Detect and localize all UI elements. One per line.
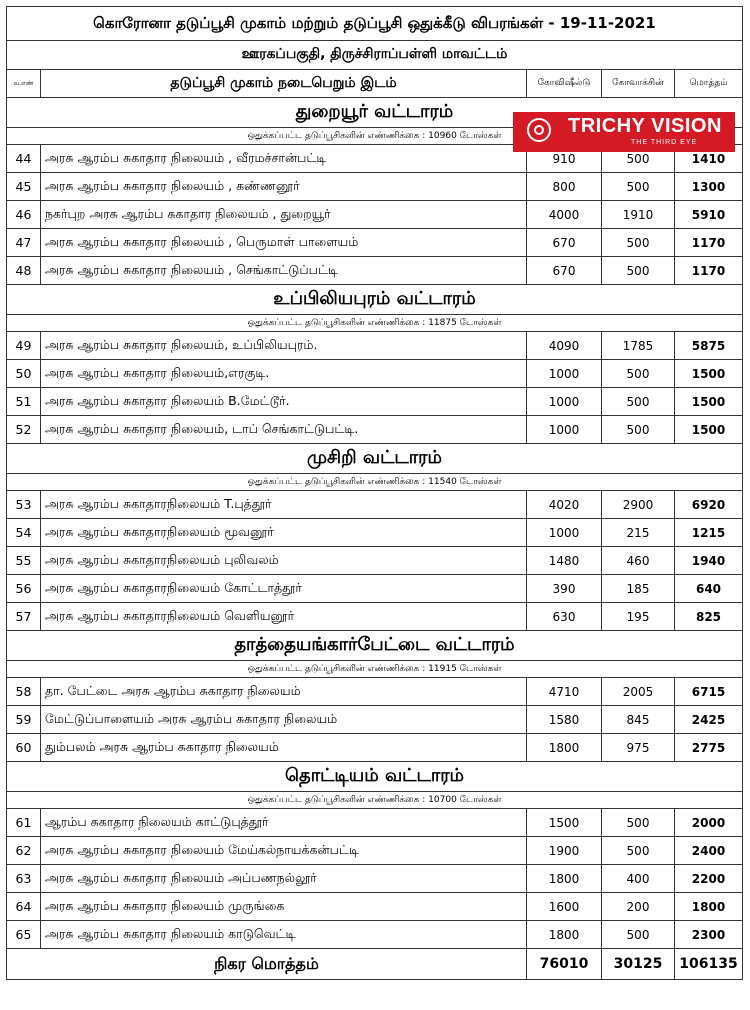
covishield-count: 1000: [527, 360, 602, 388]
covishield-count: 910: [527, 145, 602, 173]
block-heading-row: [7, 444, 743, 474]
table-row: [7, 201, 743, 229]
grand-total-sum: 106135: [675, 949, 743, 980]
camp-location: அரசு ஆரம்ப சுகாதார நிலையம் முருங்கை: [41, 893, 527, 921]
covishield-count: 4710: [527, 678, 602, 706]
total-count: 825: [675, 603, 743, 631]
covishield-count: 1900: [527, 837, 602, 865]
total-count: 1170: [675, 257, 743, 285]
serial-number: 46: [7, 201, 41, 229]
table-row: [7, 332, 743, 360]
covaxin-count: 500: [602, 257, 675, 285]
allocation-note: ஒதுக்கப்பட்ட தடுப்பூசிகளின் எண்ணிக்கை : 10700 டோஸ்கள்: [7, 792, 743, 809]
total-count: 2425: [675, 706, 743, 734]
total-count: 2200: [675, 865, 743, 893]
camp-location: அரசு ஆரம்ப சுகாதார நிலையம் B.மேட்டூர்.: [41, 388, 527, 416]
serial-number: 45: [7, 173, 41, 201]
total-count: 1170: [675, 229, 743, 257]
table-row: [7, 893, 743, 921]
covaxin-count: 500: [602, 173, 675, 201]
covaxin-count: 500: [602, 360, 675, 388]
table-row: [7, 416, 743, 444]
block-heading-row: [7, 762, 743, 792]
table-row: [7, 257, 743, 285]
camp-location: அரசு ஆரம்ப சுகாதாரநிலையம் T.புத்தூர்: [41, 491, 527, 519]
covaxin-count: 500: [602, 837, 675, 865]
table-row: [7, 837, 743, 865]
total-count: 1300: [675, 173, 743, 201]
camp-location: அரசு ஆரம்ப சுகாதார நிலையம்,எரகுடி.: [41, 360, 527, 388]
covaxin-count: 185: [602, 575, 675, 603]
vaccination-table: [6, 6, 743, 980]
serial-number: 58: [7, 678, 41, 706]
table-row: [7, 678, 743, 706]
covaxin-count: 200: [602, 893, 675, 921]
header-place: தடுப்பூசி முகாம் நடைபெறும் இடம்: [41, 70, 527, 98]
serial-number: 50: [7, 360, 41, 388]
total-count: 5875: [675, 332, 743, 360]
title-row: [7, 7, 743, 41]
covaxin-count: 500: [602, 416, 675, 444]
block-heading-row: [7, 285, 743, 315]
allocation-note-row: [7, 661, 743, 678]
serial-number: 61: [7, 809, 41, 837]
table-row: [7, 360, 743, 388]
covaxin-count: 2005: [602, 678, 675, 706]
grand-total-row: [7, 949, 743, 980]
covishield-count: 1800: [527, 921, 602, 949]
covishield-count: 1800: [527, 865, 602, 893]
camp-location: அரசு ஆரம்ப சுகாதார நிலையம் காடுவெட்டி: [41, 921, 527, 949]
serial-number: 47: [7, 229, 41, 257]
allocation-note: ஒதுக்கப்பட்ட தடுப்பூசிகளின் எண்ணிக்கை : 10960 டோஸ்கள்: [7, 128, 743, 145]
covishield-count: 1000: [527, 388, 602, 416]
table-row: [7, 547, 743, 575]
total-count: 1215: [675, 519, 743, 547]
table-row: [7, 809, 743, 837]
total-count: 1940: [675, 547, 743, 575]
covaxin-count: 400: [602, 865, 675, 893]
camp-location: அரசு ஆரம்ப சுகாதார நிலையம் , கண்ணனூர்: [41, 173, 527, 201]
camp-location: அரசு ஆரம்ப சுகாதாரநிலையம் வெளியனூர்: [41, 603, 527, 631]
grand-total-label: நிகர மொத்தம்: [7, 949, 527, 980]
covishield-count: 4020: [527, 491, 602, 519]
total-count: 1800: [675, 893, 743, 921]
serial-number: 51: [7, 388, 41, 416]
table-row: [7, 921, 743, 949]
grand-total-covaxin: 30125: [602, 949, 675, 980]
camp-location: அரசு ஆரம்ப சுகாதார நிலையம் , வீரமச்சான்பட்டி: [41, 145, 527, 173]
covaxin-count: 975: [602, 734, 675, 762]
logo-tagline: THE THIRD EYE: [631, 139, 698, 146]
covishield-count: 1580: [527, 706, 602, 734]
covaxin-count: 500: [602, 388, 675, 416]
header-covishield: கோவிஷீல்டு: [527, 70, 602, 98]
serial-number: 44: [7, 145, 41, 173]
total-count: 640: [675, 575, 743, 603]
camp-location: அரசு ஆரம்ப சுகாதாரநிலையம் மூவனூர்: [41, 519, 527, 547]
total-count: 1410: [675, 145, 743, 173]
covishield-count: 1480: [527, 547, 602, 575]
covaxin-count: 500: [602, 145, 675, 173]
serial-number: 59: [7, 706, 41, 734]
serial-number: 49: [7, 332, 41, 360]
table-row: [7, 603, 743, 631]
serial-number: 64: [7, 893, 41, 921]
camp-location: நகர்புற அரசு ஆரம்ப சுகாதார நிலையம் , துறையூர்: [41, 201, 527, 229]
header-covaxin: கோவாக்சின்: [602, 70, 675, 98]
header-sno: வ.எண்: [7, 70, 41, 98]
block-name: உப்பிலியபுரம் வட்டாரம்: [7, 285, 743, 315]
covishield-count: 1000: [527, 519, 602, 547]
block-name: தாத்தையங்கார்பேட்டை வட்டாரம்: [7, 631, 743, 661]
camp-location: அரசு ஆரம்ப சுகாதார நிலையம் , செங்காட்டுப்பட்டி: [41, 257, 527, 285]
camp-location: அரசு ஆரம்ப சுகாதார நிலையம் , பெருமாள் பாளையம்: [41, 229, 527, 257]
covishield-count: 390: [527, 575, 602, 603]
header-total: மொத்தம்: [675, 70, 743, 98]
allocation-note: ஒதுக்கப்பட்ட தடுப்பூசிகளின் எண்ணிக்கை : 11915 டோஸ்கள்: [7, 661, 743, 678]
covishield-count: 800: [527, 173, 602, 201]
total-count: 2400: [675, 837, 743, 865]
serial-number: 63: [7, 865, 41, 893]
serial-number: 56: [7, 575, 41, 603]
block-heading-row: [7, 631, 743, 661]
total-count: 2300: [675, 921, 743, 949]
serial-number: 62: [7, 837, 41, 865]
covishield-count: 1000: [527, 416, 602, 444]
total-count: 5910: [675, 201, 743, 229]
camp-location: ஆரம்ப சுகாதார நிலையம் காட்டுபுத்தூர்: [41, 809, 527, 837]
total-count: 1500: [675, 360, 743, 388]
page-title: கொரோனா தடுப்பூசி முகாம் மற்றும் தடுப்பூசி ஒதுக்கீடு விபரங்கள் - 19-11-2021: [7, 7, 743, 41]
block-name: துறையூர் வட்டாரம்: [7, 98, 743, 128]
table-row: [7, 173, 743, 201]
allocation-note-row: [7, 474, 743, 491]
covishield-count: 1800: [527, 734, 602, 762]
table-row: [7, 865, 743, 893]
serial-number: 54: [7, 519, 41, 547]
block-name: தொட்டியம் வட்டாரம்: [7, 762, 743, 792]
serial-number: 55: [7, 547, 41, 575]
allocation-note-row: [7, 315, 743, 332]
allocation-note: ஒதுக்கப்பட்ட தடுப்பூசிகளின் எண்ணிக்கை : 11540 டோஸ்கள்: [7, 474, 743, 491]
table-body: [7, 7, 743, 980]
block-name: முசிறி வட்டாரம்: [7, 444, 743, 474]
eye-logo-icon: [527, 118, 551, 142]
subtitle-row: [7, 41, 743, 70]
total-count: 1500: [675, 388, 743, 416]
serial-number: 52: [7, 416, 41, 444]
camp-location: அரசு ஆரம்ப சுகாதாரநிலையம் புலிவலம்: [41, 547, 527, 575]
covishield-count: 670: [527, 229, 602, 257]
covishield-count: 630: [527, 603, 602, 631]
covishield-count: 4090: [527, 332, 602, 360]
covishield-count: 1500: [527, 809, 602, 837]
table-row: [7, 491, 743, 519]
covaxin-count: 1910: [602, 201, 675, 229]
covaxin-count: 460: [602, 547, 675, 575]
camp-location: அரசு ஆரம்ப சுகாதார நிலையம், உப்பிலியபுரம்.: [41, 332, 527, 360]
camp-location: தும்பலம் அரசு ஆரம்ப சுகாதார நிலையம்: [41, 734, 527, 762]
total-count: 6715: [675, 678, 743, 706]
table-row: [7, 388, 743, 416]
serial-number: 60: [7, 734, 41, 762]
covishield-count: 1600: [527, 893, 602, 921]
table-row: [7, 706, 743, 734]
serial-number: 53: [7, 491, 41, 519]
camp-location: அரசு ஆரம்ப சுகாதார நிலையம் அப்பணநல்லூர்: [41, 865, 527, 893]
grand-total-covishield: 76010: [527, 949, 602, 980]
covaxin-count: 500: [602, 921, 675, 949]
covishield-count: 4000: [527, 201, 602, 229]
covishield-count: 670: [527, 257, 602, 285]
camp-location: அரசு ஆரம்ப சுகாதார நிலையம் மேய்கல்நாயக்கன்பட்டி: [41, 837, 527, 865]
table-row: [7, 734, 743, 762]
camp-location: அரசு ஆரம்ப சுகாதார நிலையம், டாப் செங்காட்டுபட்டி.: [41, 416, 527, 444]
serial-number: 48: [7, 257, 41, 285]
total-count: 6920: [675, 491, 743, 519]
covaxin-count: 500: [602, 229, 675, 257]
camp-location: மேட்டுப்பாளையம் அரசு ஆரம்ப சுகாதார நிலையம்: [41, 706, 527, 734]
trichy-vision-logo: [513, 112, 735, 152]
serial-number: 57: [7, 603, 41, 631]
logo-brand: TRICHY VISION: [568, 115, 722, 137]
total-count: 2000: [675, 809, 743, 837]
header-row: [7, 70, 743, 98]
table-row: [7, 519, 743, 547]
total-count: 2775: [675, 734, 743, 762]
covaxin-count: 215: [602, 519, 675, 547]
table-row: [7, 575, 743, 603]
camp-location: அரசு ஆரம்ப சுகாதாரநிலையம் கோட்டாத்தூர்: [41, 575, 527, 603]
district-subtitle: ஊரகப்பகுதி, திருச்சிராப்பள்ளி மாவட்டம்: [7, 41, 743, 70]
allocation-note-row: [7, 792, 743, 809]
covaxin-count: 195: [602, 603, 675, 631]
serial-number: 65: [7, 921, 41, 949]
covaxin-count: 1785: [602, 332, 675, 360]
allocation-note: ஒதுக்கப்பட்ட தடுப்பூசிகளின் எண்ணிக்கை : 11875 டோஸ்கள்: [7, 315, 743, 332]
camp-location: தா. பேட்டை அரசு ஆரம்ப சுகாதார நிலையம்: [41, 678, 527, 706]
covaxin-count: 845: [602, 706, 675, 734]
covaxin-count: 2900: [602, 491, 675, 519]
covaxin-count: 500: [602, 809, 675, 837]
total-count: 1500: [675, 416, 743, 444]
table-row: [7, 229, 743, 257]
